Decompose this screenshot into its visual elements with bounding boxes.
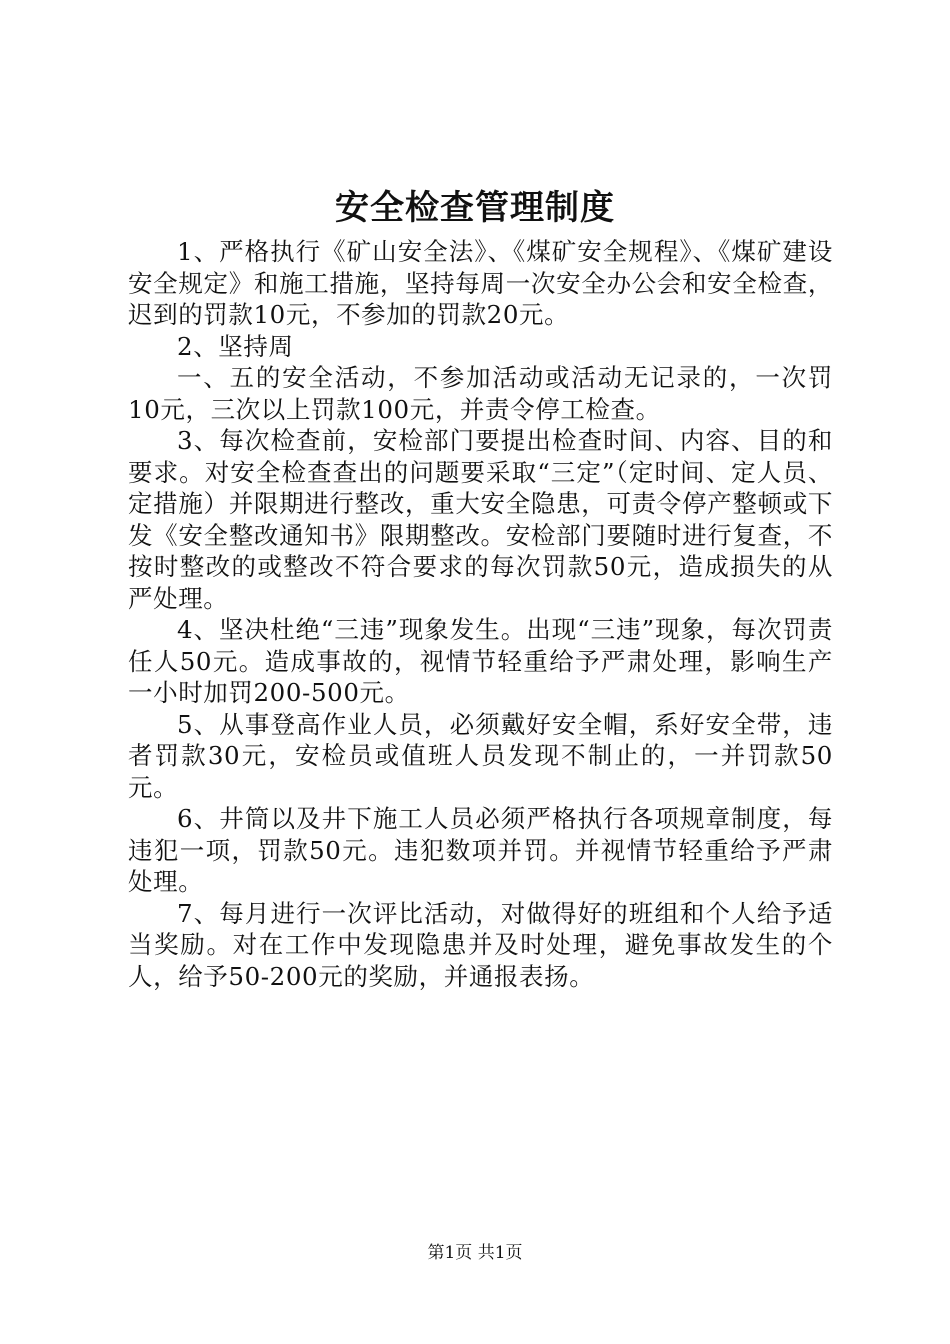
page-footer: 第1页 共1页 bbox=[427, 1243, 523, 1263]
paragraph-5: 4、坚决杜绝“三违”现象发生。出现“三违”现象，每次罚责任人50元。造成事故的，视情节轻重给予严肃处理，影响生产一小时加罚200-500元。 bbox=[128, 615, 833, 707]
document-body bbox=[128, 236, 833, 992]
paragraph-3: 一、五的安全活动，不参加活动或活动无记录的，一次罚10元，三次以上罚款100元，并责令停工检查。 bbox=[128, 363, 833, 424]
document-title: 安全检查管理制度 bbox=[335, 188, 615, 228]
paragraph-1: 1、严格执行《矿山安全法》、《煤矿安全规程》、《煤矿建设安全规定》和施工措施，坚持每周一次安全办公会和安全检查，迟到的罚款10元，不参加的罚款20元。 bbox=[128, 237, 833, 329]
paragraph-7: 6、井筒以及井下施工人员必须严格执行各项规章制度，每违犯一项，罚款50元。违犯数项并罚。并视情节轻重给予严肃处理。 bbox=[128, 804, 833, 896]
paragraph-8: 7、每月进行一次评比活动，对做得好的班组和个人给予适当奖励。对在工作中发现隐患并及时处理，避免事故发生的个人，给予50-200元的奖励，并通报表扬。 bbox=[128, 898, 833, 991]
paragraph-2: 2、坚持周 bbox=[177, 331, 294, 361]
paragraph-4: 3、每次检查前，安检部门要提出检查时间、内容、目的和要求。对安全检查查出的问题要采取“三定”（定时间、定人员、定措施）并限期进行整改，重大安全隐患，可责令停产整顿或下发《安全整改通知书》限期整改。安检部门要随时进行复查，不按时整改的或整改不符合要求的每次罚款50元，造成损失的从严处理。 bbox=[128, 426, 833, 613]
paragraph-6: 5、从事登高作业人员，必须戴好安全帽，系好安全带，违者罚款30元，安检员或值班人员发现不制止的，一并罚款50元。 bbox=[128, 709, 833, 802]
